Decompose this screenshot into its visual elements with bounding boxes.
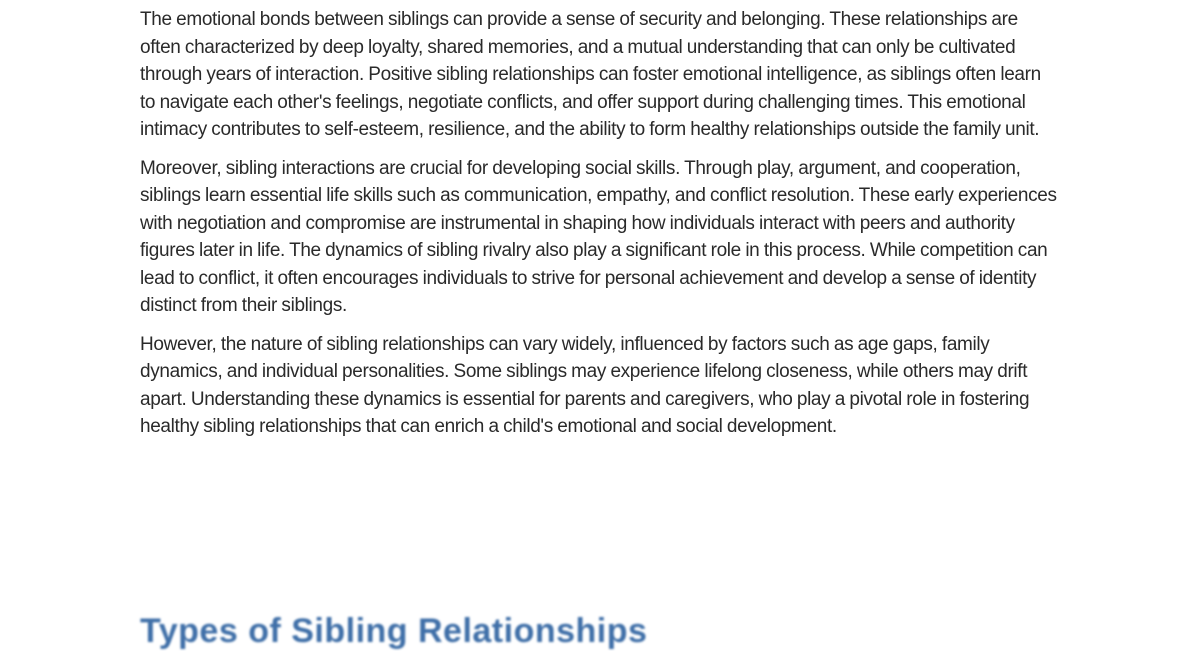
- paragraph-social-skills: Moreover, sibling interactions are crucial for developing social skills. Through play, argument, and cooperation, siblings learn essential life skills such as communication, empathy, and conflict resolution. These early experiences with negotiation and compromise are instrumental in shaping how individuals interact with peers and authority figures later in life. The dynamics of sibling rivalry also play a significant role in this process. While competition can lead to conflict, it often encourages individuals to strive for personal achievement and develop a sense of identity distinct from their siblings.: [140, 157, 1057, 316]
- paragraph-emotional-bonds: The emotional bonds between siblings can provide a sense of security and belonging. These relationships are often characterized by deep loyalty, shared memories, and a mutual understanding that can only be cultivated through years of interaction. Positive sibling relationships can foster emotional intelligence, as siblings often learn to navigate each other's feelings, negotiate conflicts, and offer support during challenging times. This emotional intimacy contributes to self-esteem, resilience, and the ability to form healthy relationships outside the family unit.: [140, 9, 1041, 140]
- section-heading: Types of Sibling Relationships: [140, 612, 648, 650]
- paragraph-variation: However, the nature of sibling relationships can vary widely, influenced by factors such as age gaps, family dynamics, and individual personalities. Some siblings may experience lifelong closeness, while others may drift apart. Understanding these dynamics is essential for parents and caregivers, who play a pivotal role in fostering healthy sibling relationships that can enrich a child's emotional and social development.: [140, 333, 1030, 437]
- document-body: [140, 6, 1060, 452]
